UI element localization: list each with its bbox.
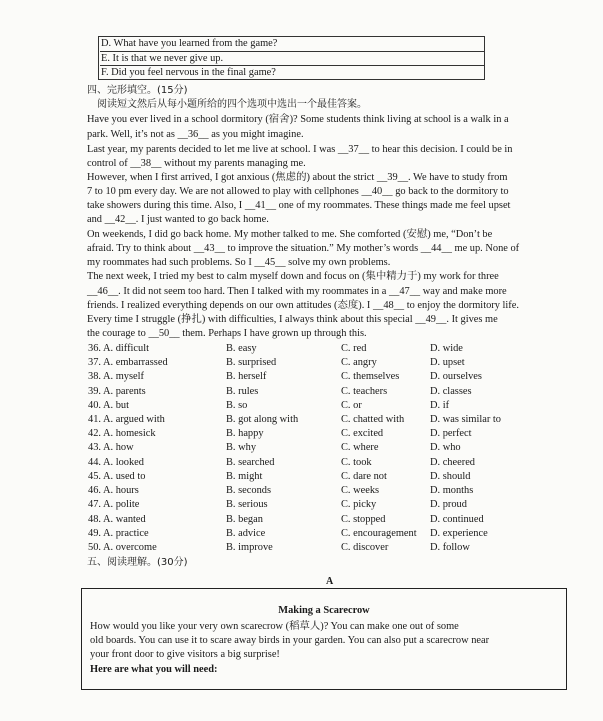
choice-a: 39. A. parents (88, 386, 146, 397)
choice-a: 41. A. argued with (88, 414, 165, 425)
choice-a: 49. A. practice (88, 528, 149, 539)
choice-a: 40. A. but (88, 400, 129, 411)
choice-d: D. who (430, 442, 461, 453)
choice-d: D. months (430, 485, 474, 496)
options-box (98, 36, 485, 80)
choice-row (88, 342, 578, 356)
choice-c: C. teachers (341, 386, 388, 397)
choice-b: B. happy (226, 428, 264, 439)
passage-line: old boards. You can use it to scare away birds in your garden. You can also put a scarecrow near (90, 635, 490, 646)
choice-c: C. or (341, 400, 362, 411)
passage-line: Last year, my parents decided to let me live at school. I was __37__ to hear this decision. I could be in (87, 144, 513, 155)
choice-d: D. follow (430, 542, 470, 553)
choice-a: 50. A. overcome (88, 542, 157, 553)
passage-line: park. Well, it’s not as __36__ as you might imagine. (87, 129, 304, 140)
section-4-instruction: 阅读短文然后从每小题所给的四个选项中选出一个最佳答案。 (97, 99, 367, 110)
choice-row (88, 356, 578, 370)
choice-b: B. improve (226, 542, 273, 553)
choice-b: B. advice (226, 528, 266, 539)
passage-line: Have you ever lived in a school dormitory (宿舍)? Some students think living at school is a walk in a (87, 114, 509, 125)
choice-a: 42. A. homesick (88, 428, 156, 439)
choice-c: C. stopped (341, 514, 386, 525)
choice-b: B. might (226, 471, 263, 482)
choice-row (88, 413, 578, 427)
passage-line: Every time I struggle (挣扎) with difficulties, I always think about this special __49__. It gives me (87, 314, 498, 325)
passage-line: the courage to __50__ them. Perhaps I have grown up through this. (87, 328, 367, 339)
passage-line: my roommates had such problems. So I __45__ solve my own problems. (87, 257, 391, 268)
choice-a: 36. A. difficult (88, 343, 149, 354)
passage-line: On weekends, I did go back home. My mother talked to me. She comforted (安慰) me, “Don’t be (87, 229, 493, 240)
choice-d: D. experience (430, 528, 488, 539)
choice-row (88, 370, 578, 384)
option-d: D. What have you learned from the game? (101, 38, 278, 49)
passage-line: 7 to 10 pm every day. We are not allowed to play with cellphones __40__ go back to the dormitory to (87, 186, 509, 197)
choice-b: B. searched (226, 457, 275, 468)
choice-b: B. rules (226, 386, 259, 397)
choice-a: 47. A. polite (88, 499, 140, 510)
passage-line: control of __38__ without my parents managing me. (87, 158, 306, 169)
choice-b: B. serious (226, 499, 268, 510)
choice-b: B. began (226, 514, 263, 525)
needs-heading: Here are what you will need: (90, 664, 218, 675)
section-5-title: 五、阅读理解。(30分) (87, 557, 188, 568)
choice-a: 37. A. embarrassed (88, 357, 168, 368)
choice-row (88, 498, 578, 512)
passage-line: However, when I first arrived, I got anxious (焦虑的) about the strict __39__. We have to study from (87, 172, 508, 183)
choice-d: D. if (430, 400, 450, 411)
choice-d: D. perfect (430, 428, 472, 439)
passage-line: take showers during this time. Also, I __41__ one of my roommates. These things made me feel upset (87, 200, 511, 211)
choice-d: D. upset (430, 357, 465, 368)
choice-d: D. was similar to (430, 414, 501, 425)
choice-c: C. angry (341, 357, 377, 368)
choice-d: D. should (430, 471, 471, 482)
choice-b: B. easy (226, 343, 257, 354)
choice-a: 38. A. myself (88, 371, 144, 382)
choice-d: D. classes (430, 386, 472, 397)
choice-b: B. got along with (226, 414, 299, 425)
reading-passage-box (81, 588, 567, 690)
passage-line: your front door to give visitors a big surprise! (90, 649, 280, 660)
choice-c: C. themselves (341, 371, 400, 382)
passage-letter: A (326, 576, 334, 587)
option-f: F. Did you feel nervous in the final game? (100, 65, 484, 80)
choice-row (88, 385, 578, 399)
choice-c: C. excited (341, 428, 384, 439)
option-e: E. It is that we never give up. (100, 51, 484, 66)
choice-row (88, 541, 578, 555)
passage-line: How would you like your very own scarecrow (稻草人)? You can make one out of some (90, 621, 459, 632)
choice-c: C. chatted with (341, 414, 405, 425)
choice-c: C. where (341, 442, 379, 453)
choice-d: D. ourselves (430, 371, 482, 382)
choice-row (88, 427, 578, 441)
choice-b: B. why (226, 442, 257, 453)
choice-row (88, 527, 578, 541)
passage-line: and __42__. I just wanted to go back home. (87, 214, 269, 225)
choice-b: B. so (226, 400, 248, 411)
choice-c: C. weeks (341, 485, 380, 496)
choice-d: D. continued (430, 514, 484, 525)
choice-a: 45. A. used to (88, 471, 146, 482)
choice-b: B. seconds (226, 485, 272, 496)
choice-c: C. dare not (341, 471, 387, 482)
choice-c: C. picky (341, 499, 377, 510)
choice-row (88, 470, 578, 484)
choice-a: 43. A. how (88, 442, 134, 453)
choice-a: 48. A. wanted (88, 514, 146, 525)
passage-line: The next week, I tried my best to calm myself down and focus on (集中精力于) my work for three (87, 271, 499, 282)
choice-b: B. herself (226, 371, 267, 382)
choice-c: C. discover (341, 542, 389, 553)
choice-b: B. surprised (226, 357, 277, 368)
choice-c: C. red (341, 343, 367, 354)
passage-line: __46__. It did not seem too hard. Then I talked with my roommates in a __47__ way and make more (87, 286, 507, 297)
choice-d: D. cheered (430, 457, 475, 468)
passage-line: afraid. Try to think about __43__ to improve the situation.” My mother’s words __44__ me up. None of (87, 243, 520, 254)
section-4-title: 四、完形填空。(15分) (87, 85, 188, 96)
choice-d: D. wide (430, 343, 463, 354)
choice-a: 46. A. hours (88, 485, 139, 496)
choice-c: C. took (341, 457, 372, 468)
choice-row (88, 441, 578, 455)
choice-row (88, 456, 578, 470)
choice-row (88, 399, 578, 413)
choice-row (88, 484, 578, 498)
choice-c: C. encouragement (341, 528, 417, 539)
passage-line: friends. I realized everything depends on our own attitudes (态度). I __48__ to enjoy the dormitory life. (87, 300, 519, 311)
choice-row (88, 513, 578, 527)
choice-d: D. proud (430, 499, 467, 510)
choice-a: 44. A. looked (88, 457, 144, 468)
passage-title: Making a Scarecrow (278, 605, 370, 616)
